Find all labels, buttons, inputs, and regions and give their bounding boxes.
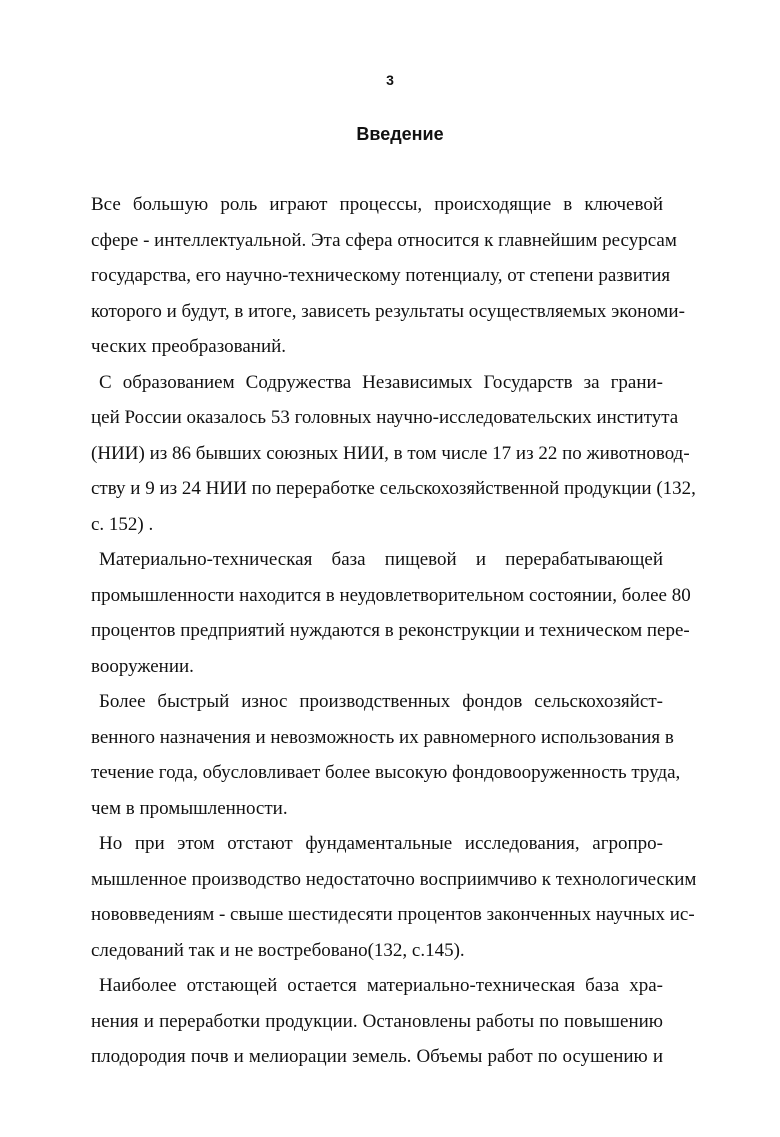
- text-line: промышленности находится в неудовлетворительном состоянии, более 80: [91, 584, 691, 606]
- text-line: Все большую роль играют процессы, происходящие в ключевой: [91, 194, 663, 215]
- paragraph: [91, 187, 685, 365]
- text-line: Наиболее отстающей остается материально-техническая база хра-: [99, 975, 663, 996]
- text-line: нововведениям - свыше шестидесяти процентов законченных научных ис-: [91, 904, 695, 925]
- text-line: течение года, обусловливает более высокую фондовооруженность труда,: [91, 762, 681, 783]
- text-line: ству и 9 из 24 НИИ по переработке сельскохозяйственной продукции (132,: [91, 478, 696, 499]
- paragraph: [91, 365, 696, 543]
- text-line: следований так и не востребовано(132, с.145).: [91, 939, 465, 961]
- text-line: сфере - интеллектуальной. Эта сфера относится к главнейшим ресурсам: [91, 229, 677, 251]
- text-line: которого и будут, в итоге, зависеть результаты осуществляемых экономи-: [91, 300, 685, 322]
- paragraph: [91, 684, 681, 826]
- text-line: Но при этом отстают фундаментальные исследования, агропро-: [99, 833, 663, 854]
- page-number: 3: [386, 72, 394, 88]
- text-line: государства, его научно-техническому потенциалу, от степени развития: [91, 265, 671, 286]
- text-line: Более быстрый износ производственных фондов сельскохозяйст-: [99, 691, 663, 712]
- paragraph: [91, 542, 691, 684]
- text-line: ческих преобразований.: [91, 336, 287, 357]
- text-line: цей России оказалось 53 головных научно-исследовательских института: [91, 407, 679, 428]
- text-line: венного назначения и невозможность их равномерного использования в: [91, 726, 674, 748]
- text-line: нения и переработки продукции. Остановлены работы по повышению: [91, 1010, 663, 1032]
- text-line: с. 152) .: [91, 513, 154, 535]
- text-line: чем в промышленности.: [91, 797, 288, 819]
- text-line: вооружении.: [91, 655, 194, 677]
- text-line: мышленное производство недостаточно восприимчиво к технологическим: [91, 868, 697, 890]
- text-line: плодородия почв и мелиорации земель. Объемы работ по осушению и: [91, 1046, 663, 1067]
- page-title: Введение: [356, 124, 444, 144]
- body-text: [91, 187, 697, 1075]
- text-line: С образованием Содружества Независимых Государств за грани-: [99, 371, 663, 393]
- text-line: (НИИ) из 86 бывших союзных НИИ, в том числе 17 из 22 по животновод-: [91, 442, 690, 464]
- text-line: Материально-техническая база пищевой и перерабатывающей: [99, 549, 663, 570]
- paragraph: [91, 826, 697, 968]
- paragraph: [91, 968, 663, 1075]
- text-line: процентов предприятий нуждаются в реконструкции и техническом пере-: [91, 620, 690, 641]
